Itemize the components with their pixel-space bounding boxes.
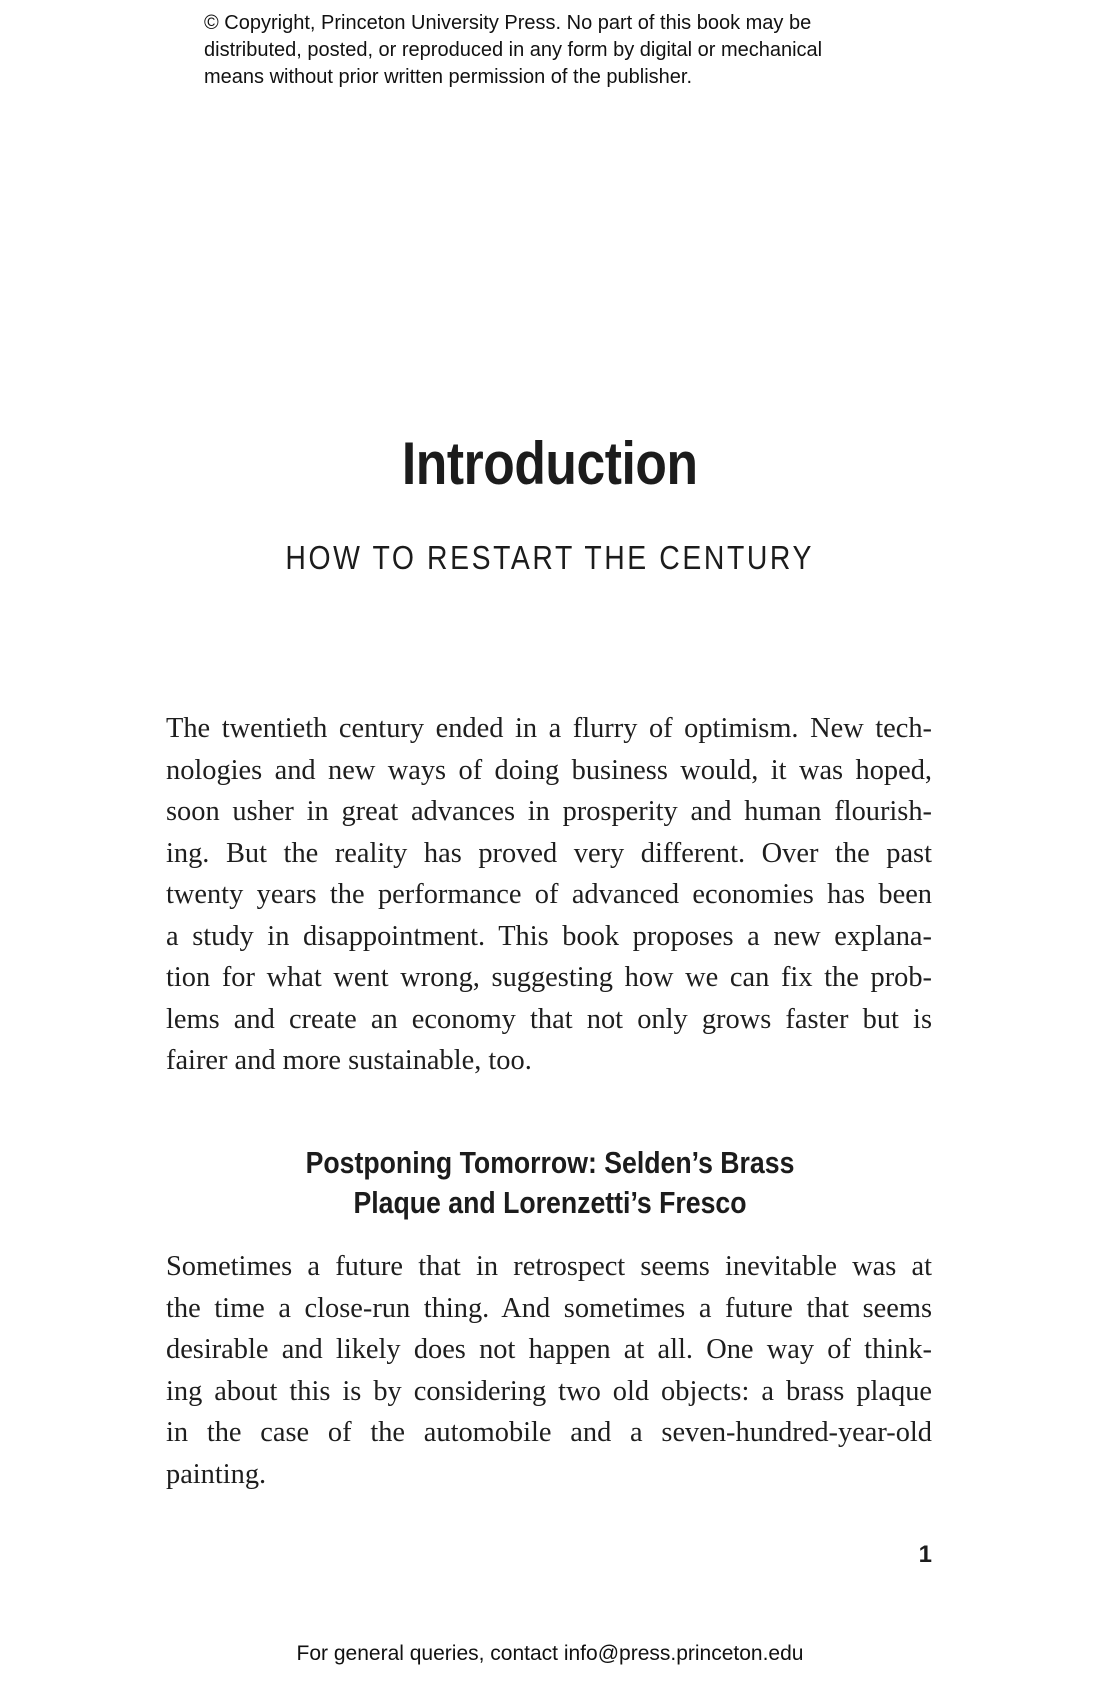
section-paragraph [166,1246,932,1495]
text-line: nologies and new ways of doing business would, it was hoped, [166,754,932,786]
chapter-subtitle: HOW TO RESTART THE CENTURY [285,539,815,576]
text-line: the time a close-run thing. And sometimes a future that seems [166,1292,932,1324]
text-line: ing about this is by considering two old objects: a brass plaque [166,1375,932,1407]
text-line: lems and create an economy that not only grows faster but is [166,1003,932,1035]
page-number: 1 [918,1541,932,1568]
text-line: a study in disappointment. This book proposes a new explana- [166,920,932,952]
copyright-line: © Copyright, Princeton University Press. No part of this book may be [204,12,812,34]
intro-paragraph [166,708,932,1082]
text-line: Sometimes a future that in retrospect seems inevitable was at [166,1251,932,1282]
text-line: painting. [166,1458,267,1490]
text-line: soon usher in great advances in prosperity and human flourish- [166,796,932,827]
text-line: tion for what went wrong, suggesting how we can fix the prob- [166,962,932,993]
text-line: ing. But the reality has proved very different. Over the past [166,837,932,869]
section-heading [77,1143,1023,1223]
text-line: twenty years the performance of advanced economies has been [166,879,932,910]
text-line: fairer and more sustainable, too. [166,1045,532,1076]
section-heading-line: Plaque and Lorenzetti’s Fresco [353,1185,747,1220]
chapter-title: Introduction [401,430,698,497]
section-heading-line: Postponing Tomorrow: Selden’s Brass [305,1145,795,1180]
footer-contact: For general queries, contact info@press.princeton.edu [296,1642,804,1665]
copyright-notice [204,10,964,91]
copyright-line: distributed, posted, or reproduced in any form by digital or mechanical [204,39,823,61]
copyright-line: means without prior written permission of the publisher. [204,66,693,88]
text-line: in the case of the automobile and a seven-hundred-year-old [166,1417,932,1448]
text-line: The twentieth century ended in a flurry of optimism. New tech- [166,713,932,744]
text-line: desirable and likely does not happen at all. One way of think- [166,1334,932,1365]
